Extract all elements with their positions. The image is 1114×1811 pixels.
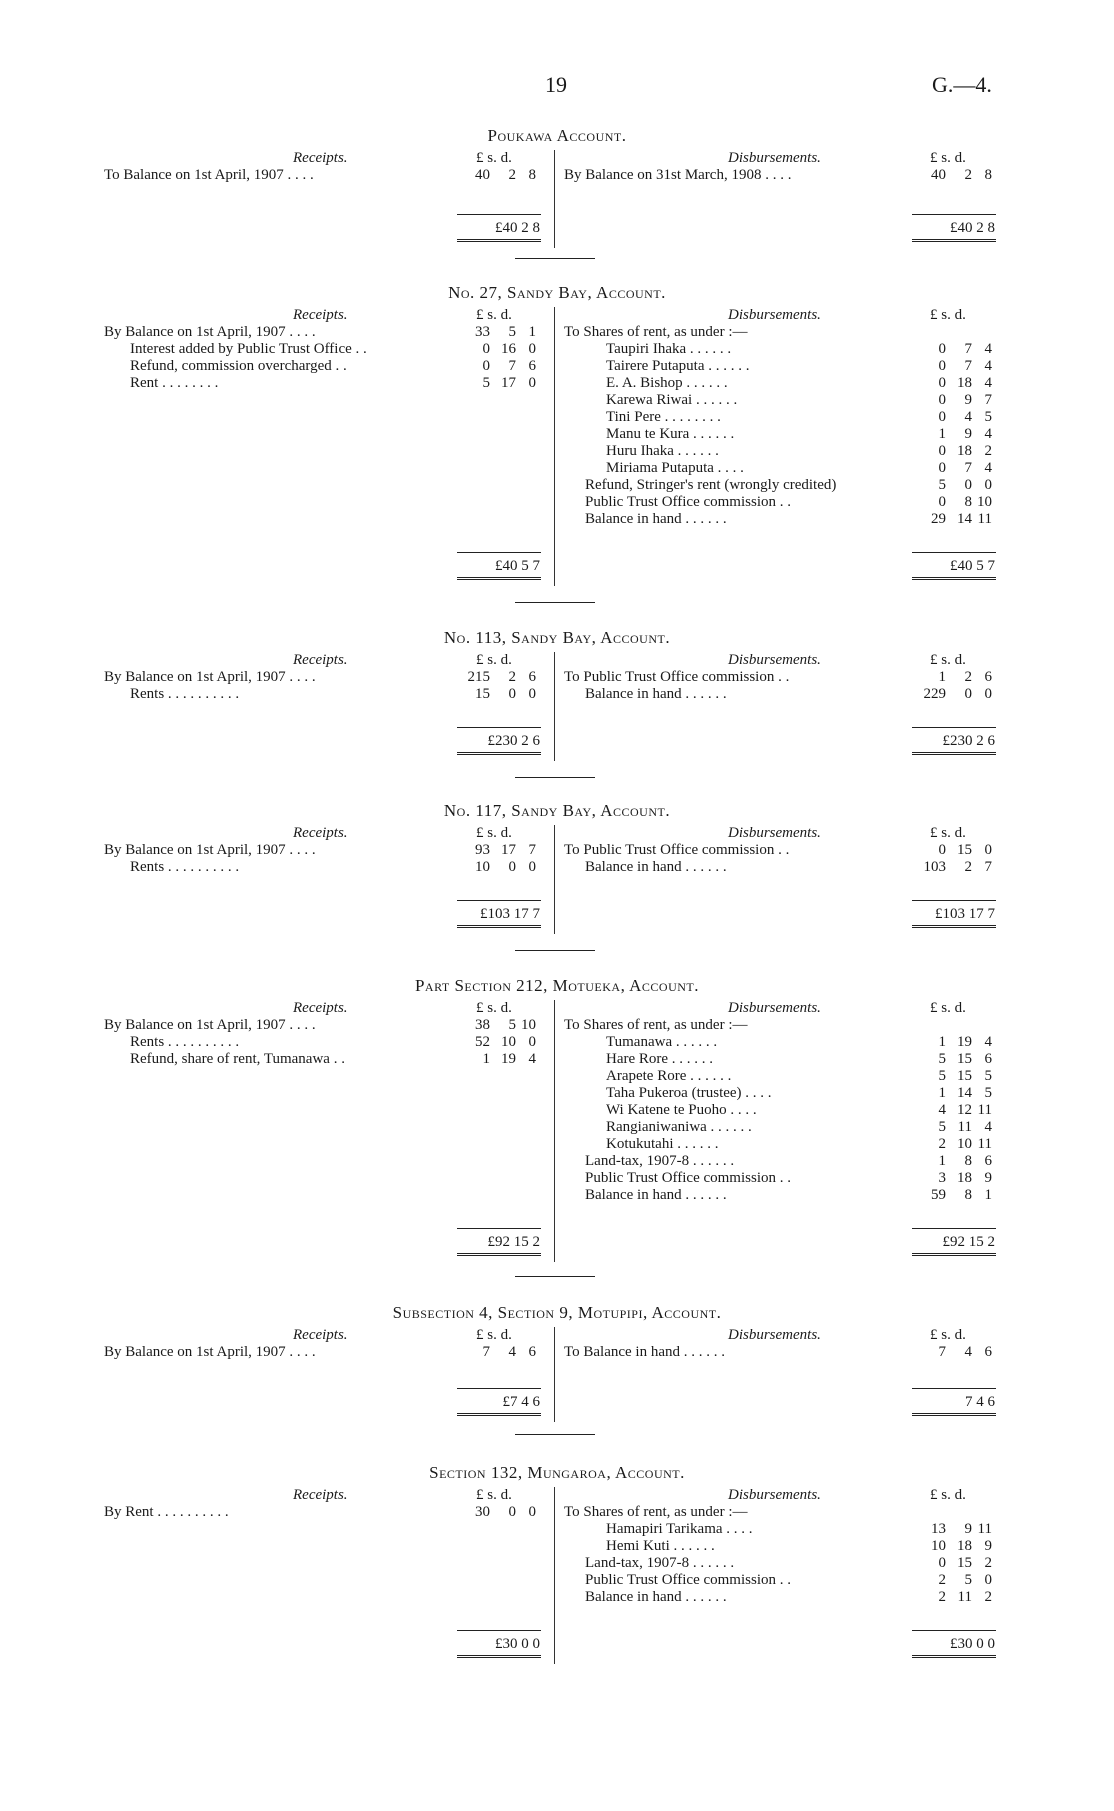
pence-cell: 6 (984, 1344, 992, 1360)
shillings-cell: 8 (964, 1153, 972, 1169)
shillings-cell: 9 (964, 426, 972, 442)
lsd-heading-receipts: £ s. d. (476, 1327, 512, 1343)
disbursement-line: To Shares of rent, as under :— (564, 324, 748, 340)
subtotal-rule (457, 1388, 541, 1389)
subtotal-rule (912, 1630, 996, 1631)
column-divider (554, 1327, 555, 1422)
shillings-cell: 15 (957, 1068, 972, 1084)
disbursements-heading: Disbursements. (728, 652, 821, 668)
pounds-cell: 5 (938, 1068, 946, 1084)
shillings-cell: 2 (964, 669, 972, 685)
disbursements-total: £30 0 0 (950, 1636, 995, 1652)
subtotal-rule (457, 1630, 541, 1631)
disbursement-line: To Shares of rent, as under :— (564, 1504, 748, 1520)
shillings-cell: 0 (508, 1504, 516, 1520)
pence-cell: 0 (984, 842, 992, 858)
pounds-cell: 13 (931, 1521, 946, 1537)
shillings-cell: 9 (964, 1521, 972, 1537)
pounds-cell: 1 (938, 669, 946, 685)
pence-cell: 11 (977, 1136, 992, 1152)
account-title: Poukawa Account. (487, 126, 627, 145)
shillings-cell: 2 (508, 167, 516, 183)
disbursement-line: Miriama Putaputa . . . . (606, 460, 744, 476)
subtotal-rule (457, 214, 541, 215)
total-double-rule (457, 1655, 541, 1658)
lsd-heading-receipts: £ s. d. (476, 652, 512, 668)
account-title: Subsection 4, Section 9, Motupipi, Account. (392, 1303, 722, 1322)
column-divider (554, 652, 555, 761)
receipts-heading: Receipts. (293, 652, 348, 668)
shillings-cell: 17 (501, 375, 516, 391)
receipts-total: £230 2 6 (487, 733, 540, 749)
shillings-cell: 4 (508, 1344, 516, 1360)
subtotal-rule (457, 900, 541, 901)
shillings-cell: 14 (957, 511, 972, 527)
shillings-cell: 19 (957, 1034, 972, 1050)
pence-cell: 11 (977, 511, 992, 527)
receipts-heading: Receipts. (293, 1000, 348, 1016)
disbursement-line: Hemi Kuti . . . . . . (606, 1538, 715, 1554)
pence-cell: 7 (984, 392, 992, 408)
pounds-cell: 5 (938, 477, 946, 493)
pounds-cell: 0 (938, 494, 946, 510)
pence-cell: 1 (984, 1187, 992, 1203)
disbursement-line: Tumanawa . . . . . . (606, 1034, 718, 1050)
subtotal-rule (912, 1228, 996, 1229)
disbursement-line: To Shares of rent, as under :— (564, 1017, 748, 1033)
disbursements-heading: Disbursements. (728, 1487, 821, 1503)
receipt-line: By Balance on 1st April, 1907 . . . . (104, 842, 316, 858)
column-divider (554, 307, 555, 586)
disbursements-heading: Disbursements. (728, 307, 821, 323)
pence-cell: 1 (528, 324, 536, 340)
pence-cell: 6 (984, 1051, 992, 1067)
shillings-cell: 5 (508, 324, 516, 340)
pounds-cell: 7 (938, 1344, 946, 1360)
total-double-rule (912, 925, 996, 928)
pounds-cell: 2 (938, 1589, 946, 1605)
pounds-cell: 40 (931, 167, 946, 183)
disbursement-line: Rangianiwaniwa . . . . . . (606, 1119, 752, 1135)
shillings-cell: 16 (501, 341, 516, 357)
pounds-cell: 0 (938, 341, 946, 357)
disbursement-line: Public Trust Office commission . . (585, 494, 791, 510)
shillings-cell: 10 (957, 1136, 972, 1152)
pence-cell: 8 (528, 167, 536, 183)
shillings-cell: 8 (964, 494, 972, 510)
shillings-cell: 15 (957, 842, 972, 858)
pounds-cell: 59 (931, 1187, 946, 1203)
pounds-cell: 4 (938, 1102, 946, 1118)
shillings-cell: 8 (964, 1187, 972, 1203)
pence-cell: 4 (984, 1034, 992, 1050)
disbursement-line: Kotukutahi . . . . . . (606, 1136, 719, 1152)
shillings-cell: 4 (964, 1344, 972, 1360)
pence-cell: 0 (984, 1572, 992, 1588)
pounds-cell: 1 (938, 1034, 946, 1050)
shillings-cell: 15 (957, 1555, 972, 1571)
pounds-cell: 3 (938, 1170, 946, 1186)
pounds-cell: 29 (931, 511, 946, 527)
disbursement-line: Land-tax, 1907-8 . . . . . . (585, 1153, 735, 1169)
section-separator (515, 1276, 595, 1277)
total-double-rule (457, 752, 541, 755)
receipt-line: By Rent . . . . . . . . . . (104, 1504, 229, 1520)
pence-cell: 0 (528, 686, 536, 702)
lsd-heading-disbursements: £ s. d. (930, 652, 966, 668)
disbursements-total: £40 2 8 (950, 220, 995, 236)
total-double-rule (457, 1253, 541, 1256)
pence-cell: 0 (528, 1034, 536, 1050)
pounds-cell: 38 (475, 1017, 490, 1033)
pounds-cell: 103 (923, 859, 946, 875)
column-divider (554, 825, 555, 934)
receipts-total: £40 2 8 (495, 220, 540, 236)
receipt-line: By Balance on 1st April, 1907 . . . . (104, 1017, 316, 1033)
total-double-rule (912, 577, 996, 580)
pounds-cell: 2 (938, 1136, 946, 1152)
pence-cell: 6 (528, 358, 536, 374)
shillings-cell: 17 (501, 842, 516, 858)
account-title: Section 132, Mungaroa, Account. (429, 1463, 685, 1482)
section-separator (515, 1434, 595, 1435)
receipts-heading: Receipts. (293, 150, 348, 166)
disbursement-line: Hare Rore . . . . . . (606, 1051, 714, 1067)
receipts-total: £30 0 0 (495, 1636, 540, 1652)
disbursement-line: Huru Ihaka . . . . . . (606, 443, 719, 459)
total-double-rule (912, 1413, 996, 1416)
disbursements-total: £230 2 6 (942, 733, 995, 749)
pence-cell: 4 (984, 460, 992, 476)
pence-cell: 9 (984, 1170, 992, 1186)
pence-cell: 4 (528, 1051, 536, 1067)
section-separator (515, 258, 595, 259)
disbursement-line: Public Trust Office commission . . (585, 1170, 791, 1186)
disbursements-heading: Disbursements. (728, 1327, 821, 1343)
disbursements-total: £40 5 7 (950, 558, 995, 574)
receipts-total: £40 5 7 (495, 558, 540, 574)
pence-cell: 10 (521, 1017, 536, 1033)
lsd-heading-disbursements: £ s. d. (930, 1000, 966, 1016)
pence-cell: 11 (977, 1102, 992, 1118)
column-divider (554, 1000, 555, 1262)
shillings-cell: 18 (957, 1538, 972, 1554)
pence-cell: 7 (984, 859, 992, 875)
shillings-cell: 12 (957, 1102, 972, 1118)
pence-cell: 7 (528, 842, 536, 858)
pence-cell: 0 (984, 477, 992, 493)
pence-cell: 9 (984, 1538, 992, 1554)
receipt-line: Rent . . . . . . . . (130, 375, 219, 391)
lsd-heading-receipts: £ s. d. (476, 1000, 512, 1016)
receipt-line: By Balance on 1st April, 1907 . . . . (104, 669, 316, 685)
total-double-rule (457, 925, 541, 928)
disbursement-line: E. A. Bishop . . . . . . (606, 375, 728, 391)
shillings-cell: 4 (964, 409, 972, 425)
pence-cell: 2 (984, 1555, 992, 1571)
shillings-cell: 5 (508, 1017, 516, 1033)
pounds-cell: 5 (938, 1051, 946, 1067)
receipts-total: £103 17 7 (480, 906, 540, 922)
disbursement-line: Balance in hand . . . . . . (585, 1187, 727, 1203)
shillings-cell: 0 (508, 686, 516, 702)
total-double-rule (912, 1253, 996, 1256)
disbursements-total: £103 17 7 (935, 906, 995, 922)
pounds-cell: 0 (482, 358, 490, 374)
subtotal-rule (457, 552, 541, 553)
pounds-cell: 2 (938, 1572, 946, 1588)
total-double-rule (457, 1413, 541, 1416)
account-title: Part Section 212, Motueka, Account. (414, 976, 700, 995)
receipt-line: Refund, commission overcharged . . (130, 358, 347, 374)
pence-cell: 0 (984, 686, 992, 702)
total-double-rule (457, 239, 541, 242)
page-number: 19 (545, 72, 567, 97)
section-separator (515, 950, 595, 951)
pounds-cell: 0 (938, 460, 946, 476)
pence-cell: 0 (528, 341, 536, 357)
pence-cell: 4 (984, 426, 992, 442)
pence-cell: 2 (984, 1589, 992, 1605)
disbursement-line: By Balance on 31st March, 1908 . . . . (564, 167, 792, 183)
pounds-cell: 0 (938, 392, 946, 408)
pounds-cell: 93 (475, 842, 490, 858)
account-title: No. 117, Sandy Bay, Account. (443, 801, 671, 820)
shillings-cell: 18 (957, 443, 972, 459)
pounds-cell: 10 (475, 859, 490, 875)
pence-cell: 4 (984, 358, 992, 374)
receipts-heading: Receipts. (293, 307, 348, 323)
disbursements-heading: Disbursements. (728, 150, 821, 166)
shillings-cell: 2 (508, 669, 516, 685)
receipt-line: To Balance on 1st April, 1907 . . . . (104, 167, 314, 183)
shillings-cell: 0 (964, 477, 972, 493)
pounds-cell: 33 (475, 324, 490, 340)
disbursement-line: To Public Trust Office commission . . (564, 842, 790, 858)
disbursement-line: Balance in hand . . . . . . (585, 686, 727, 702)
disbursement-line: To Balance in hand . . . . . . (564, 1344, 725, 1360)
pounds-cell: 1 (482, 1051, 490, 1067)
pounds-cell: 229 (923, 686, 946, 702)
pounds-cell: 0 (938, 1555, 946, 1571)
account-title: No. 113, Sandy Bay, Account. (443, 628, 671, 647)
pounds-cell: 0 (938, 358, 946, 374)
pounds-cell: 0 (938, 443, 946, 459)
receipts-heading: Receipts. (293, 825, 348, 841)
shillings-cell: 7 (508, 358, 516, 374)
lsd-heading-disbursements: £ s. d. (930, 825, 966, 841)
disbursement-line: Public Trust Office commission . . (585, 1572, 791, 1588)
pounds-cell: 5 (482, 375, 490, 391)
pence-cell: 6 (984, 669, 992, 685)
page-reference: G.—4. (932, 72, 992, 97)
subtotal-rule (912, 214, 996, 215)
shillings-cell: 2 (964, 167, 972, 183)
pounds-cell: 1 (938, 1153, 946, 1169)
pounds-cell: 40 (475, 167, 490, 183)
receipts-heading: Receipts. (293, 1327, 348, 1343)
pounds-cell: 7 (482, 1344, 490, 1360)
disbursement-line: Taha Pukeroa (trustee) . . . . (606, 1085, 772, 1101)
receipt-line: Rents . . . . . . . . . . (130, 686, 240, 702)
subtotal-rule (457, 1228, 541, 1229)
pounds-cell: 5 (938, 1119, 946, 1135)
disbursement-line: Refund, Stringer's rent (wrongly credited) (585, 477, 837, 493)
subtotal-rule (912, 552, 996, 553)
lsd-heading-receipts: £ s. d. (476, 150, 512, 166)
lsd-heading-disbursements: £ s. d. (930, 1327, 966, 1343)
pence-cell: 0 (528, 1504, 536, 1520)
column-divider (554, 1487, 555, 1664)
shillings-cell: 0 (964, 686, 972, 702)
pence-cell: 10 (977, 494, 992, 510)
pence-cell: 5 (984, 1085, 992, 1101)
pounds-cell: 0 (938, 842, 946, 858)
lsd-heading-disbursements: £ s. d. (930, 1487, 966, 1503)
disbursement-line: Balance in hand . . . . . . (585, 511, 727, 527)
pence-cell: 4 (984, 375, 992, 391)
pounds-cell: 52 (475, 1034, 490, 1050)
pounds-cell: 0 (482, 341, 490, 357)
receipt-line: By Balance on 1st April, 1907 . . . . (104, 324, 316, 340)
total-double-rule (912, 1655, 996, 1658)
shillings-cell: 18 (957, 1170, 972, 1186)
receipt-line: By Balance on 1st April, 1907 . . . . (104, 1344, 316, 1360)
pounds-cell: 0 (938, 409, 946, 425)
shillings-cell: 7 (964, 460, 972, 476)
disbursements-heading: Disbursements. (728, 825, 821, 841)
pounds-cell: 15 (475, 686, 490, 702)
disbursement-line: Karewa Riwai . . . . . . (606, 392, 738, 408)
pence-cell: 5 (984, 1068, 992, 1084)
section-separator (515, 602, 595, 603)
lsd-heading-receipts: £ s. d. (476, 1487, 512, 1503)
disbursements-total: 7 4 6 (965, 1394, 995, 1410)
pence-cell: 0 (528, 859, 536, 875)
shillings-cell: 5 (964, 1572, 972, 1588)
disbursements-total: £92 15 2 (942, 1234, 995, 1250)
disbursement-line: To Public Trust Office commission . . (564, 669, 790, 685)
disbursement-line: Balance in hand . . . . . . (585, 859, 727, 875)
disbursement-line: Balance in hand . . . . . . (585, 1589, 727, 1605)
receipts-total: £92 15 2 (487, 1234, 540, 1250)
subtotal-rule (912, 727, 996, 728)
total-double-rule (912, 752, 996, 755)
subtotal-rule (912, 1388, 996, 1389)
shillings-cell: 11 (957, 1119, 972, 1135)
pence-cell: 4 (984, 1119, 992, 1135)
receipt-line: Refund, share of rent, Tumanawa . . (130, 1051, 345, 1067)
account-title: No. 27, Sandy Bay, Account. (448, 283, 666, 302)
column-divider (554, 150, 555, 248)
shillings-cell: 0 (508, 859, 516, 875)
shillings-cell: 7 (964, 341, 972, 357)
receipt-line: Rents . . . . . . . . . . (130, 1034, 240, 1050)
receipts-total: £7 4 6 (502, 1394, 540, 1410)
disbursement-line: Wi Katene te Puoho . . . . (606, 1102, 757, 1118)
pounds-cell: 1 (938, 426, 946, 442)
receipts-heading: Receipts. (293, 1487, 348, 1503)
pence-cell: 6 (984, 1153, 992, 1169)
pence-cell: 11 (977, 1521, 992, 1537)
shillings-cell: 15 (957, 1051, 972, 1067)
disbursement-line: Land-tax, 1907-8 . . . . . . (585, 1555, 735, 1571)
disbursements-heading: Disbursements. (728, 1000, 821, 1016)
disbursement-line: Manu te Kura . . . . . . (606, 426, 735, 442)
shillings-cell: 14 (957, 1085, 972, 1101)
pence-cell: 2 (984, 443, 992, 459)
disbursement-line: Tairere Putaputa . . . . . . (606, 358, 750, 374)
pounds-cell: 0 (938, 375, 946, 391)
total-double-rule (457, 577, 541, 580)
total-double-rule (912, 239, 996, 242)
pence-cell: 6 (528, 1344, 536, 1360)
disbursement-line: Taupiri Ihaka . . . . . . (606, 341, 732, 357)
pounds-cell: 10 (931, 1538, 946, 1554)
lsd-heading-receipts: £ s. d. (476, 307, 512, 323)
shillings-cell: 9 (964, 392, 972, 408)
shillings-cell: 19 (501, 1051, 516, 1067)
shillings-cell: 7 (964, 358, 972, 374)
pence-cell: 5 (984, 409, 992, 425)
disbursement-line: Tini Pere . . . . . . . . (606, 409, 721, 425)
pounds-cell: 30 (475, 1504, 490, 1520)
pence-cell: 4 (984, 341, 992, 357)
pence-cell: 0 (528, 375, 536, 391)
shillings-cell: 10 (501, 1034, 516, 1050)
receipt-line: Rents . . . . . . . . . . (130, 859, 240, 875)
pounds-cell: 1 (938, 1085, 946, 1101)
subtotal-rule (457, 727, 541, 728)
lsd-heading-receipts: £ s. d. (476, 825, 512, 841)
lsd-heading-disbursements: £ s. d. (930, 307, 966, 323)
receipt-line: Interest added by Public Trust Office . . (130, 341, 367, 357)
shillings-cell: 2 (964, 859, 972, 875)
subtotal-rule (912, 900, 996, 901)
pence-cell: 6 (528, 669, 536, 685)
pence-cell: 8 (984, 167, 992, 183)
shillings-cell: 11 (957, 1589, 972, 1605)
shillings-cell: 18 (957, 375, 972, 391)
pounds-cell: 215 (467, 669, 490, 685)
lsd-heading-disbursements: £ s. d. (930, 150, 966, 166)
section-separator (515, 777, 595, 778)
disbursement-line: Arapete Rore . . . . . . (606, 1068, 732, 1084)
disbursement-line: Hamapiri Tarikama . . . . (606, 1521, 753, 1537)
